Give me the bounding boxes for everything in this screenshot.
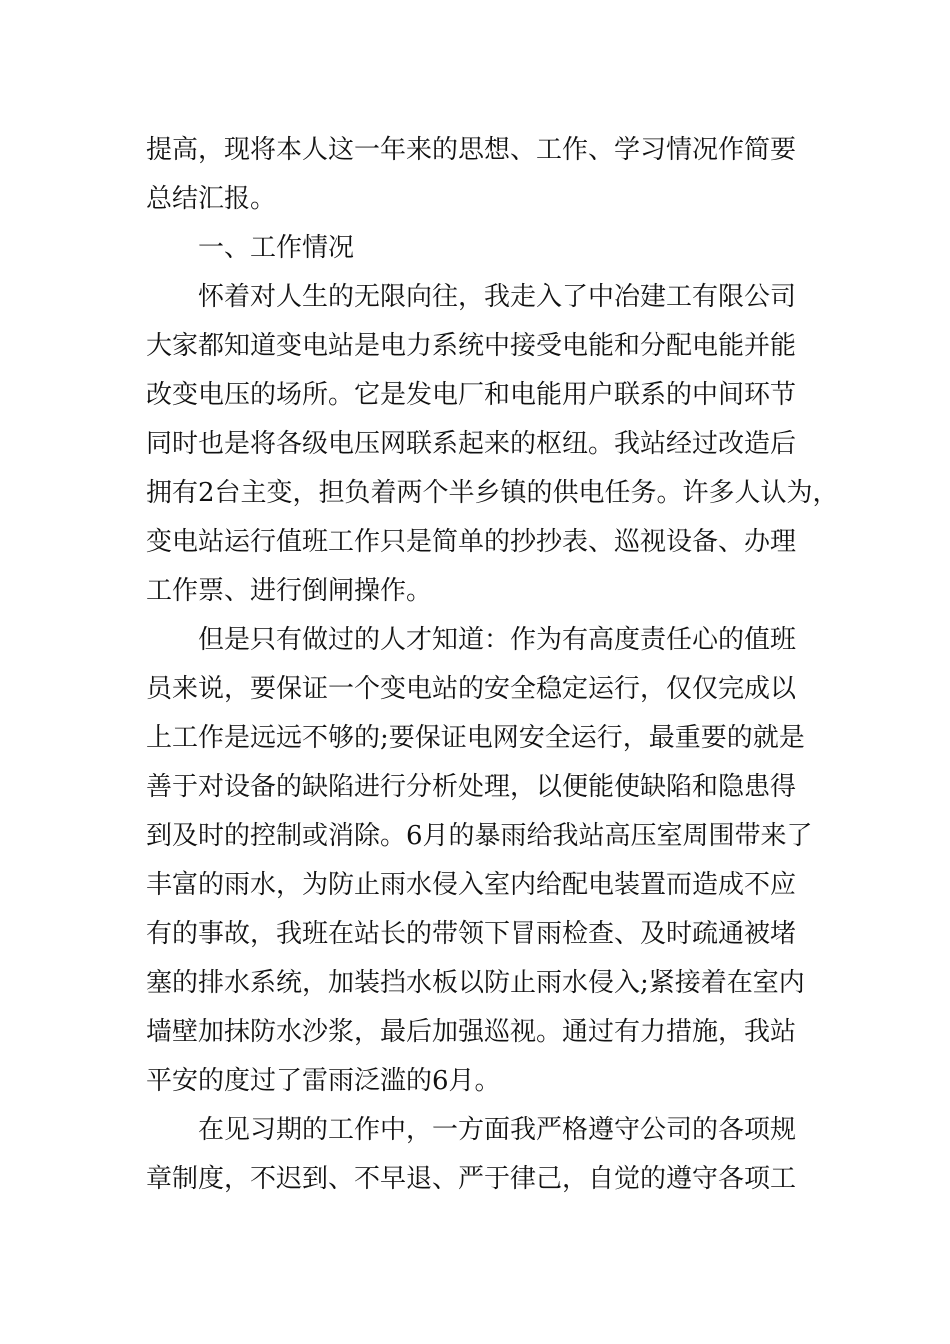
- text-line: 章制度，不迟到、不早退、严于律己，自觉的遵守各项工: [146, 1164, 797, 1194]
- text-line: 到及时的控制或消除。6月的暴雨给我站高压室周围带来了: [146, 821, 813, 851]
- text-line: 在见习期的工作中，一方面我严格遵守公司的各项规: [198, 1115, 797, 1145]
- text-line: 塞的排水系统，加装挡水板以防止雨水侵入;紧接着在室内: [146, 968, 805, 998]
- text-line: 改变电压的场所。它是发电厂和电能用户联系的中间环节: [146, 380, 797, 410]
- text-line: 平安的度过了雷雨泛滥的6月。: [146, 1066, 501, 1096]
- text-line: 提高，现将本人这一年来的思想、工作、学习情况作简要: [146, 135, 797, 165]
- text-line: 变电站运行值班工作只是简单的抄抄表、巡视设备、办理: [146, 527, 797, 557]
- text-line: 丰富的雨水，为防止雨水侵入室内给配电装置而造成不应: [146, 870, 797, 900]
- text-line: 工作票、进行倒闸操作。: [146, 576, 433, 606]
- text-line: 同时也是将各级电压网联系起来的枢纽。我站经过改造后: [146, 429, 797, 459]
- text-line: 员来说，要保证一个变电站的安全稳定运行，仅仅完成以: [146, 674, 797, 704]
- text-line: 怀着对人生的无限向往，我走入了中冶建工有限公司: [198, 282, 797, 312]
- text-line: 有的事故，我班在站长的带领下冒雨检查、及时疏通被堵: [146, 919, 797, 949]
- section-heading: 一、工作情况: [198, 233, 355, 263]
- text-line: 总结汇报。: [146, 184, 277, 214]
- text-line: 墙壁加抹防水沙浆，最后加强巡视。通过有力措施，我站: [146, 1017, 797, 1047]
- document-body: [146, 126, 846, 1204]
- text-line: 上工作是远远不够的;要保证电网安全运行，最重要的就是: [146, 723, 805, 753]
- text-line: 善于对设备的缺陷进行分析处理，以便能使缺陷和隐患得: [146, 772, 797, 802]
- text-line: 大家都知道变电站是电力系统中接受电能和分配电能并能: [146, 331, 797, 361]
- text-line: 拥有2台主变，担负着两个半乡镇的供电任务。许多人认为，: [146, 478, 839, 508]
- text-line: 但是只有做过的人才知道：作为有高度责任心的值班: [198, 625, 797, 655]
